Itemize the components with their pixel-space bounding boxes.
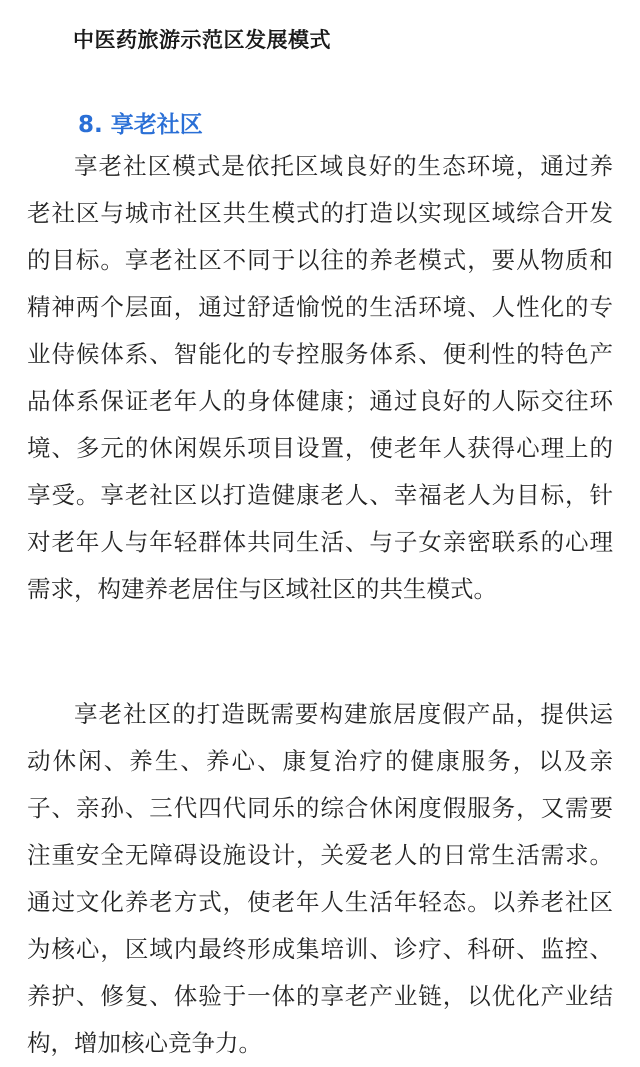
page-title: 中医药旅游示范区发展模式 [73, 28, 331, 52]
section-heading: 8. 享老社区 [78, 112, 203, 138]
body-paragraph: 享老社区模式是依托区域良好的生态环境，通过养老社区与城市社区共生模式的打造以实现区域综合开发的目标。享老社区不同于以往的养老模式，要从物质和精神两个层面，通过舒适愉悦的生活环境、人性化的专业侍候体系、智能化的专控服务体系、便利性的特色产品体系保证老年人的身体健康；通过良好的人际交往环境、多元的休闲娱乐项目设置，使老年人获得心理上的享受。享老社区以打造健康老人、幸福老人为目标，针对老年人与年轻群体共同生活、与子女亲密联系的心理需求，构建养老居住与区域社区的共生模式。 [27, 152, 613, 603]
body-paragraph: 享老社区的打造既需要构建旅居度假产品，提供运动休闲、养生、养心、康复治疗的健康服务，以及亲子、亲孙、三代四代同乐的综合休闲度假服务，又需要注重安全无障碍设施设计，关爱老人的日常生活需求。通过文化养老方式，使老年人生活年轻态。以养老社区为核心，区域内最终形成集培训、诊疗、科研、监控、养护、修复、体验于一体的享老产业链，以优化产业结构，增加核心竞争力。 [27, 700, 613, 1057]
